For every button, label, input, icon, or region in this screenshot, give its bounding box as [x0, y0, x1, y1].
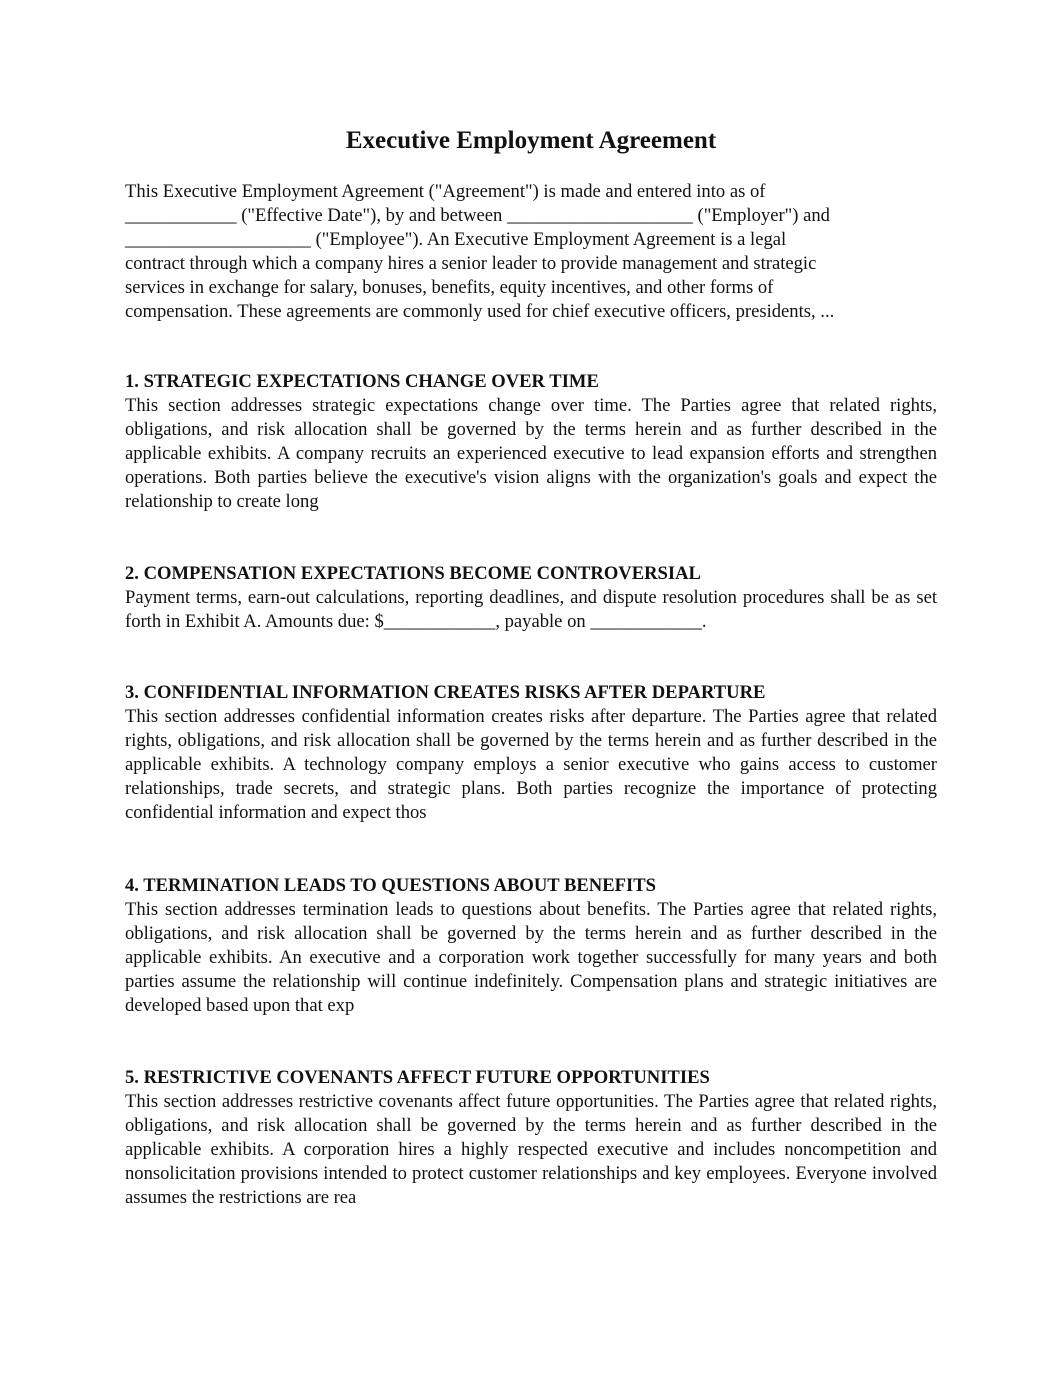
intro-line: services in exchange for salary, bonuses, benefits, equity incentives, and other forms of	[125, 277, 774, 298]
section-5	[125, 1066, 937, 1210]
document-title: Executive Employment Agreement	[345, 127, 717, 154]
section-2	[125, 562, 937, 634]
intro-line: ____________ ("Effective Date"), by and between ____________________ ("Employer") and	[125, 205, 830, 226]
intro-line: This Executive Employment Agreement ("Agreement") is made and entered into as of	[125, 181, 766, 202]
section-body: This section addresses termination leads to questions about benefits. The Parties agree that related rights, obligations, and risk allocation shall be governed by the terms herein and as further described in the applicable exhibits. An executive and a corporation work together successfully for many years and both parties assume the relationship will continue indefinitely. Compensation plans and strategic initiatives are developed based upon that exp	[125, 899, 937, 1016]
section-heading: 2. COMPENSATION EXPECTATIONS BECOME CONTROVERSIAL	[125, 563, 701, 584]
section-body: Payment terms, earn-out calculations, reporting deadlines, and dispute resolution procedures shall be as set forth in Exhibit A. Amounts due: $____________, payable on ____________.	[125, 587, 937, 632]
section-body: This section addresses confidential information creates risks after departure. The Parties agree that related rights, obligations, and risk allocation shall be governed by the terms herein and as further described in the applicable exhibits. A technology company employs a senior executive who gains access to customer relationships, trade secrets, and strategic plans. Both parties recognize the importance of protecting confidential information and expect thos	[125, 706, 937, 823]
intro-line: contract through which a company hires a senior leader to provide management and strategic	[125, 253, 817, 274]
intro-line: ____________________ ("Employee"). An Executive Employment Agreement is a legal	[125, 229, 787, 250]
section-heading: 5. RESTRICTIVE COVENANTS AFFECT FUTURE OPPORTUNITIES	[125, 1067, 710, 1088]
section-1	[125, 370, 937, 514]
section-4	[125, 874, 937, 1018]
section-body: This section addresses restrictive covenants affect future opportunities. The Parties agree that related rights, obligations, and risk allocation shall be governed by the terms herein and as further described in the applicable exhibits. A corporation hires a highly respected executive and includes noncompetition and nonsolicitation provisions intended to protect customer relationships and key employees. Everyone involved assumes the restrictions are rea	[125, 1091, 937, 1208]
section-heading: 3. CONFIDENTIAL INFORMATION CREATES RISKS AFTER DEPARTURE	[125, 682, 766, 703]
section-body: This section addresses strategic expectations change over time. The Parties agree that related rights, obligations, and risk allocation shall be governed by the terms herein and as further described in the applicable exhibits. A company recruits an experienced executive to lead expansion efforts and strengthen operations. Both parties believe the executive's vision aligns with the organization's goals and expect the relationship to create long	[125, 395, 937, 512]
intro-paragraph	[125, 180, 937, 324]
section-heading: 1. STRATEGIC EXPECTATIONS CHANGE OVER TIME	[125, 371, 599, 392]
section-3	[125, 681, 937, 825]
section-heading: 4. TERMINATION LEADS TO QUESTIONS ABOUT BENEFITS	[125, 875, 656, 896]
intro-line: compensation. These agreements are commonly used for chief executive officers, presidents, ...	[125, 301, 835, 322]
